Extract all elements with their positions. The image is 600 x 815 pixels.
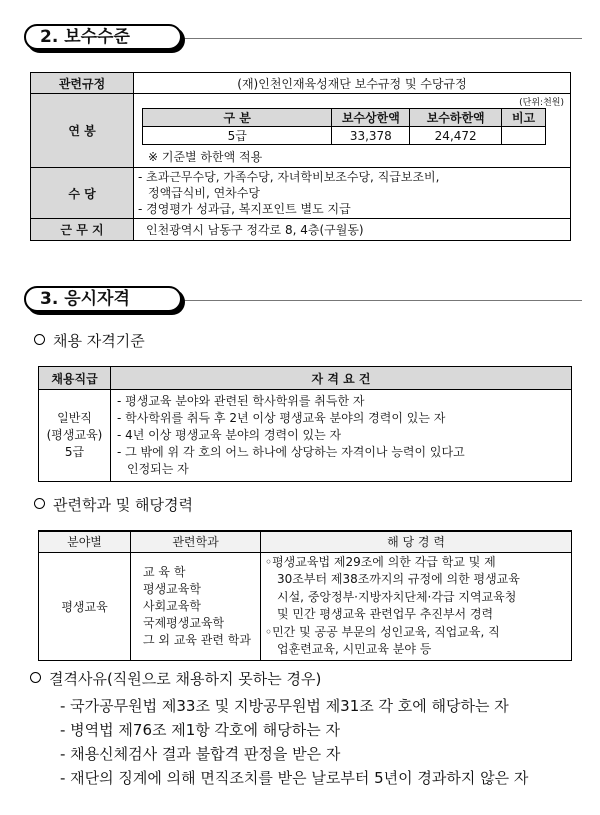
rule-label: 관련규정 [31, 73, 134, 94]
qual-heading-text: 채용 자격기준 [53, 332, 145, 350]
disq-heading-text: 결격사유(직원으로 채용하지 못하는 경우) [49, 670, 322, 688]
req-line: - 4년 이상 평생교육 분야의 경력이 있는 자 [117, 428, 342, 442]
salary-header-grade: 구 분 [143, 109, 332, 127]
dept-item: 그 외 교육 관련 학과 [143, 632, 251, 647]
req-line: 인정되는 자 [127, 462, 189, 476]
career-line: ◦민간 및 공공 부문의 성인교육, 직업교육, 직 [265, 624, 500, 639]
dept-list-cell [131, 552, 261, 660]
salary-header-min: 보수하한액 [410, 109, 502, 127]
department-table [38, 530, 572, 661]
grade-line: 일반직 [57, 411, 92, 425]
qual-header-req: 자 격 요 건 [111, 367, 572, 390]
salary-footnote: ※ 기준별 하한액 적용 [148, 150, 263, 164]
disq-item: - 재단의 징계에 의해 면직조치를 받은 날로부터 5년이 경과하지 않은 자 [60, 769, 529, 787]
qual-req-cell [111, 390, 572, 482]
allowance-line: - 경영평가 성과급, 복지포인트 별도 지급 [138, 202, 351, 216]
career-line: 업훈련교육, 시민교육 분야 등 [277, 642, 432, 656]
dept-heading-text: 관련학과 및 해당경력 [53, 496, 193, 514]
circle-bullet-icon [34, 498, 45, 509]
disq-heading [30, 668, 321, 689]
allowance-cell [134, 168, 571, 219]
career-line: 30조부터 제38조까지의 규정에 의한 평생교육 [277, 572, 520, 586]
section-2-title: 2. 보수수준 [24, 24, 182, 50]
qualification-table [38, 366, 572, 482]
location-value: 인천광역시 남동구 정각로 8, 4층(구월동) [134, 219, 571, 241]
location-label: 근 무 지 [31, 219, 134, 241]
allowance-line: - 초과근무수당, 가족수당, 자녀학비보조수당, 직급보조비, [138, 170, 440, 184]
dept-field: 평생교육 [39, 552, 131, 660]
disq-item: - 국가공무원법 제33조 및 지방공무원법 제31조 각 호에 해당하는 자 [60, 697, 509, 715]
dept-item: 교 육 학 [143, 564, 186, 579]
dept-item: 평생교육학 [143, 581, 201, 596]
section-3-title: 3. 응시자격 [24, 286, 182, 312]
salary-label: 연 봉 [31, 94, 134, 168]
dept-header-field: 분야별 [39, 531, 131, 552]
grade-line: 5급 [64, 445, 85, 459]
salary-min: 24,472 [410, 127, 502, 145]
req-line: - 그 밖에 위 각 호의 어느 하나에 상당하는 자격이나 능력이 있다고 [117, 445, 465, 459]
qual-heading [34, 330, 145, 351]
req-line: - 평생교육 분야와 관련된 학사학위를 취득한 자 [117, 394, 365, 408]
dept-item: 사회교육학 [143, 598, 201, 613]
career-line: ◦평생교육법 제29조에 의한 각급 학교 및 제 [265, 554, 496, 569]
disq-item: - 병역법 제76조 제1항 각호에 해당하는 자 [60, 721, 341, 739]
circle-bullet-icon [30, 672, 41, 683]
salary-header-max: 보수상한액 [332, 109, 410, 127]
grade-line: (평생교육) [46, 428, 103, 442]
career-line: 및 민간 평생교육 관련업무 추진부서 경력 [277, 607, 494, 621]
allowance-label: 수 당 [31, 168, 134, 219]
rule-value: (재)인천인재육성재단 보수규정 및 수당규정 [134, 73, 571, 94]
circle-bullet-icon [34, 334, 45, 345]
dept-header-career: 해 당 경 력 [261, 531, 572, 552]
salary-header-note: 비고 [502, 109, 546, 127]
salary-note-cell [502, 127, 546, 145]
salary-grade: 5급 [143, 127, 332, 145]
salary-cell [134, 94, 571, 168]
req-line: - 학사학위를 취득 후 2년 이상 평생교육 분야의 경력이 있는 자 [117, 411, 446, 425]
salary-max: 33,378 [332, 127, 410, 145]
salary-inner-table [142, 108, 546, 145]
qual-header-grade: 채용직급 [39, 367, 111, 390]
salary-level-table [30, 72, 571, 241]
dept-item: 국제평생교육학 [143, 615, 225, 630]
disq-item: - 채용신체검사 결과 불합격 판정을 받은 자 [60, 745, 341, 763]
dept-header-dept: 관련학과 [131, 531, 261, 552]
career-line: 시설, 중앙정부·지방자치단체·각급 지역교육청 [277, 589, 517, 604]
career-cell [261, 552, 572, 660]
dept-heading [34, 494, 193, 515]
qual-grade-cell [39, 390, 111, 482]
allowance-line: 정액급식비, 연차수당 [148, 186, 260, 200]
unit-text: (단위:천원) [519, 98, 564, 108]
